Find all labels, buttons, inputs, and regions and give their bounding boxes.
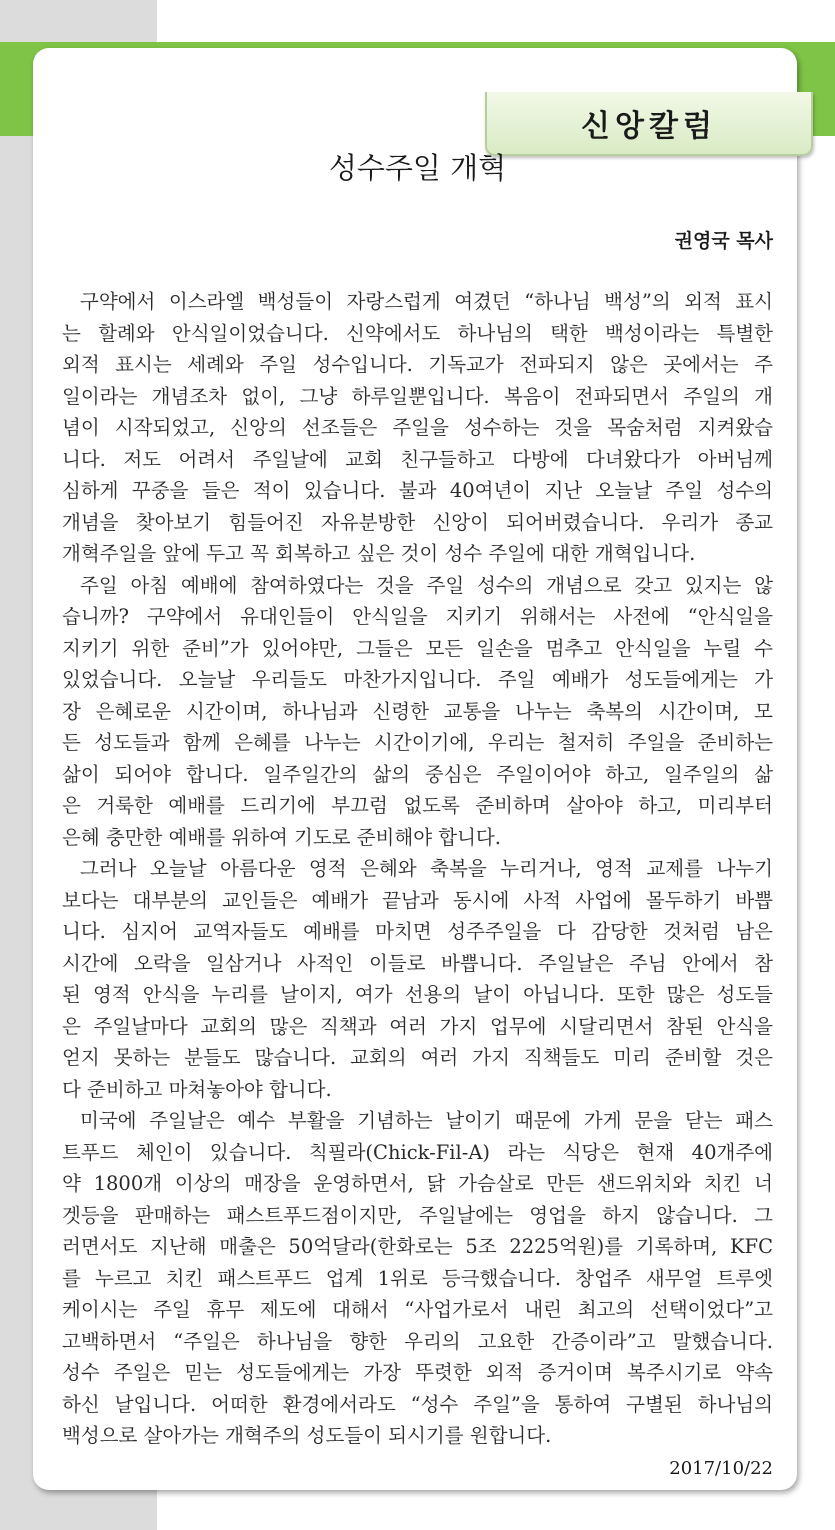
body-line: 보다는 대부분의 교인들은 예배가 끝남과 동시에 사적 사업에 몰두하기 바쁩 — [62, 888, 773, 912]
body-line: 니다. 심지어 교역자들도 예배를 마치면 성주주일을 다 감당한 것처럼 남은 — [62, 920, 773, 943]
article-author: 권영국 목사 — [674, 230, 773, 252]
body-line: 니다. 저도 어려서 주일날에 교회 친구들하고 다방에 다녀왔다가 아버님께 — [62, 447, 773, 471]
body-line: 미국에 주일날은 예수 부활을 기념하는 날이기 때문에 가게 문을 닫는 패스 — [80, 1109, 773, 1132]
article-title: 성수주일 개혁 — [328, 151, 507, 185]
body-line: 외적 표시는 세례와 주일 성수입니다. 기독교가 전파되지 않은 곳에서는 주 — [62, 353, 773, 376]
body-line: 러면서도 지난해 매출은 50억달라(한화로는 5조 2225억원)를 기록하며, KFC — [62, 1235, 773, 1258]
body-line: 있었습니다. 오늘날 우리들도 마찬가지입니다. 주일 예배가 성도들에게는 가 — [62, 668, 773, 691]
body-line: 케이시는 주일 휴무 제도에 대해서 “사업가로서 내린 최고의 선택이었다”고 — [62, 1298, 773, 1321]
body-line: 개념을 찾아보기 힘들어진 자유분방한 신앙이 되어버렸습니다. 우리가 종교 — [62, 510, 773, 534]
body-line: 는 할례와 안식일이었습니다. 신약에서도 하나님의 택한 백성이라는 특별한 — [62, 321, 773, 345]
body-line: 하신 날입니다. 어떠한 환경에서라도 “성수 주일”을 통하여 구별된 하나님의 — [62, 1392, 773, 1416]
article-body — [62, 286, 773, 1452]
body-line: 은혜 충만한 예배를 위하여 기도로 준비해야 합니다. — [62, 825, 501, 849]
body-line: 지키기 위한 준비”가 있어야만, 그들은 모든 일손을 멈추고 안식일을 누릴 수 — [62, 636, 773, 660]
body-line: 장 은혜로운 시간이며, 하나님과 신령한 교통을 나누는 축복의 시간이며, 모 — [62, 699, 773, 723]
column-label: 신앙칼럼 — [581, 109, 717, 144]
body-line: 주일 아침 예배에 참여하였다는 것을 주일 성수의 개념으로 갖고 있지는 않 — [80, 573, 773, 597]
body-line: 트푸드 체인이 있습니다. 칙필라(Chick-Fil-A) 라는 식당은 현재 40개주에 — [62, 1140, 773, 1164]
body-line: 은 주일날마다 교회의 많은 직책과 여러 가지 업무에 시달리면서 참된 안식을 — [62, 1014, 773, 1038]
body-line: 고백하면서 “주일은 하나님을 향한 우리의 고요한 간증이라”고 말했습니다. — [62, 1329, 773, 1353]
body-line: 겟등을 판매하는 패스트푸드점이지만, 주일날에는 영업을 하지 않습니다. 그 — [62, 1203, 773, 1227]
body-line: 를 누르고 치킨 패스트푸드 업계 1위로 등극했습니다. 창업주 새무얼 트루엣 — [62, 1266, 773, 1290]
body-line: 습니까? 구약에서 유대인들이 안식일을 지키기 위해서는 사전에 “안식일을 — [62, 605, 773, 628]
body-line: 얻지 못하는 분들도 많습니다. 교회의 여러 가지 직책들도 미리 준비할 것은 — [62, 1046, 773, 1069]
body-line: 구약에서 이스라엘 백성들이 자랑스럽게 여겼던 “하나님 백성”의 외적 표시 — [80, 290, 773, 313]
body-line: 약 1800개 이상의 매장을 운영하면서, 닭 가슴살로 만든 샌드위치와 치킨 너 — [62, 1172, 773, 1195]
body-line: 심하게 꾸중을 들은 적이 있습니다. 불과 40여년이 지난 오늘날 주일 성수의 — [62, 479, 773, 502]
body-line: 념이 시작되었고, 신앙의 선조들은 주일을 성수하는 것을 목숨처럼 지켜왔습 — [62, 416, 773, 439]
body-line: 일이라는 개념조차 없이, 그냥 하루일뿐입니다. 복음이 전파되면서 주일의 개 — [62, 384, 773, 408]
body-line: 그러나 오늘날 아름다운 영적 은혜와 축복을 누리거나, 영적 교제를 나누기 — [80, 857, 773, 880]
body-line: 다 준비하고 마쳐놓아야 합니다. — [62, 1077, 332, 1101]
body-line: 개혁주일을 앞에 두고 꼭 회복하고 싶은 것이 성수 주일에 대한 개혁입니다. — [62, 542, 696, 565]
body-line: 백성으로 살아가는 개혁주의 성도들이 되시기를 원합니다. — [62, 1424, 552, 1447]
article-date: 2017/10/22 — [669, 1458, 773, 1479]
body-line: 된 영적 안식을 누리를 날이지, 여가 선용의 날이 아닙니다. 또한 많은 성도들 — [62, 983, 773, 1006]
body-line: 은 거룩한 예배를 드리기에 부끄럼 없도록 준비하며 살아야 하고, 미리부터 — [62, 794, 773, 817]
body-line: 든 성도들과 함께 은혜를 나누는 시간이기에, 우리는 철저히 주일을 준비하는 — [62, 731, 773, 754]
body-line: 시간에 오락을 일삼거나 사적인 이들로 바쁩니다. 주일날은 주님 안에서 참 — [62, 951, 773, 975]
body-line: 성수 주일은 믿는 성도들에게는 가장 뚜렷한 외적 증거이며 복주시기로 약속 — [62, 1361, 773, 1384]
body-line: 삶이 되어야 합니다. 일주일간의 삶의 중심은 주일이어야 하고, 일주일의 삶 — [62, 762, 773, 786]
